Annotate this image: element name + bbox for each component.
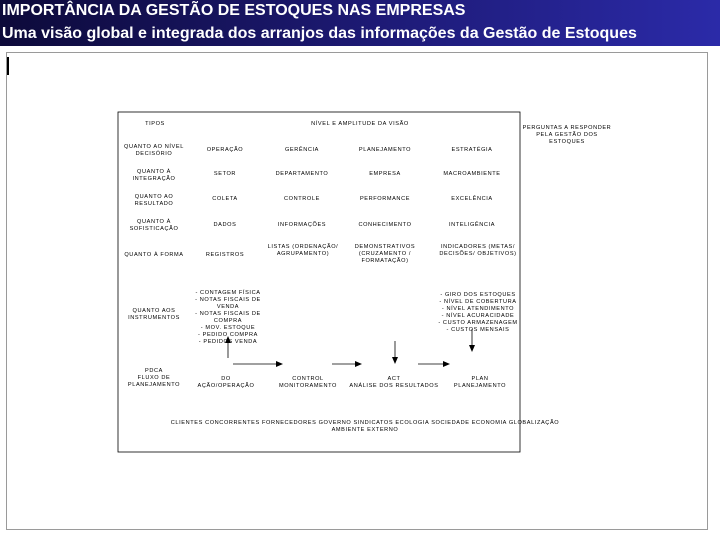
- cell: INDICADORES (METAS/ DECISÕES/ OBJETIVOS): [439, 244, 517, 257]
- cell: COLETA: [212, 196, 238, 202]
- cell: LISTAS (ORDENAÇÃO/ AGRUPAMENTO): [267, 244, 339, 257]
- cell: OPERAÇÃO: [206, 147, 244, 153]
- pdca-step-do: DO AÇÃO/OPERAÇÃO: [197, 376, 255, 389]
- title-bar: [0, 0, 720, 46]
- row-label-instrumentos: QUANTO AOS INSTRUMENTOS: [128, 308, 180, 321]
- row-label: QUANTO À INTEGRAÇÃO: [132, 169, 176, 182]
- instrument-list-right: - GIRO DOS ESTOQUES - NÍVEL DE COBERTURA - NÍVEL ATENDIMENTO - NÍVEL ACURACIDADE - CUSTO ARMAZENAGEM - CUSTOS MENSAIS: [438, 292, 518, 333]
- cell: SETOR: [213, 171, 237, 177]
- pdca-step-act: ACT ANÁLISE DOS RESULTADOS: [349, 376, 439, 389]
- cell: DEMONSTRATIVOS (CRUZAMENTO / FORMATAÇÃO): [354, 244, 416, 264]
- pdca-step-plan: PLAN PLANEJAMENTO: [453, 376, 507, 389]
- diagram-box: [118, 112, 520, 452]
- row-label: QUANTO AO NÍVEL DECISÓRIO: [124, 144, 184, 157]
- cell: EXCELÊNCIA: [451, 196, 493, 202]
- row-label: QUANTO À FORMA: [124, 252, 184, 258]
- external-environment: CLIENTES CONCORRENTES FORNECEDORES GOVERNO SINDICATOS ECOLOGIA SOCIEDADE ECONOMIA GLOBALIZAÇÃO AMBIENTE EXTERNO: [170, 420, 560, 433]
- slide-content: [0, 46, 720, 540]
- cell: INTELIGÊNCIA: [448, 222, 496, 228]
- row-label-pdca: PDCA FLUXO DE PLANEJAMENTO: [127, 368, 181, 388]
- col-header-tipos: TIPOS: [145, 121, 165, 127]
- cell: CONTROLE: [284, 196, 320, 202]
- cell: REGISTROS: [205, 252, 245, 258]
- cell: INFORMAÇÕES: [277, 222, 327, 228]
- cell: MACROAMBIENTE: [443, 171, 501, 177]
- cell: DADOS: [213, 222, 237, 228]
- cell: GERÊNCIA: [284, 147, 320, 153]
- col-header-nivel: NÍVEL E AMPLITUDE DA VISÃO: [311, 121, 409, 127]
- side-note: PERGUNTAS A RESPONDER PELA GESTÃO DOS ESTOQUES: [522, 125, 612, 145]
- pdca-step-control: CONTROL MONITORAMENTO: [279, 376, 337, 389]
- row-label: QUANTO À SOFISTICAÇÃO: [129, 219, 179, 232]
- arrow-head: [355, 361, 362, 367]
- slide-title: IMPORTÂNCIA DA GESTÃO DE ESTOQUES NAS EMPRESAS: [2, 2, 466, 19]
- cell: CONHECIMENTO: [358, 222, 412, 228]
- cell: ESTRATÉGIA: [451, 147, 493, 153]
- row-label: QUANTO AO RESULTADO: [134, 194, 174, 207]
- cell: EMPRESA: [369, 171, 401, 177]
- arrow-head: [392, 357, 398, 364]
- slide-subtitle: Uma visão global e integrada dos arranjos das informações da Gestão de Estoques: [2, 25, 637, 42]
- instrument-list-left: - CONTAGEM FÍSICA - NOTAS FISCAIS DE VENDA - NOTAS FISCAIS DE COMPRA - MOV. ESTOQUE - PEDIDO COMPRA - PEDIDOS VENDA: [195, 290, 261, 345]
- arrow-head: [443, 361, 450, 367]
- cell: PLANEJAMENTO: [358, 147, 412, 153]
- cell: PERFORMANCE: [359, 196, 411, 202]
- cell: DEPARTAMENTO: [275, 171, 329, 177]
- arrow-head: [276, 361, 283, 367]
- arrow-head: [469, 345, 475, 352]
